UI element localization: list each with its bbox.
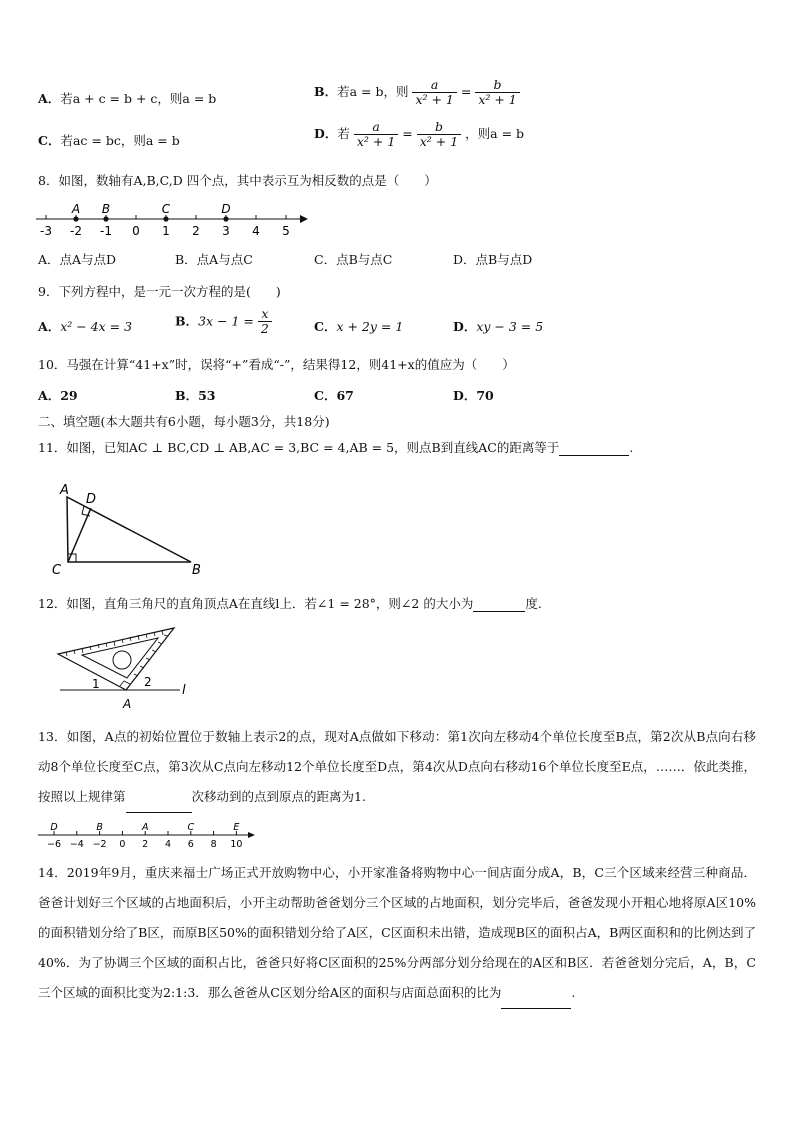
axis-tick-label: -2 <box>70 224 82 238</box>
axis-tick-label: 2 <box>142 839 149 850</box>
q7-option-d-equals: = <box>402 126 413 141</box>
q9-option-c <box>314 317 403 335</box>
q10-option-a: A．29 <box>38 388 78 403</box>
q7-option-d-post: ，则a = b <box>465 126 525 141</box>
set-square-outer <box>58 628 174 690</box>
q12-angle-2-label: 2 <box>144 675 152 689</box>
q7-option-a-label: A． <box>38 91 61 106</box>
axis-tick-label: 1 <box>162 224 170 238</box>
q13-number-line <box>36 818 260 854</box>
q9-option-a-text: x² − 4x = 3 <box>60 319 133 334</box>
axis-tick-label: 10 <box>230 839 243 850</box>
q11-label-d: D <box>86 492 97 507</box>
q7-option-b-label: B． <box>314 84 338 99</box>
q7-option-d-fraction-2 <box>417 120 461 149</box>
q11-label-a: A <box>60 483 69 498</box>
axis-tick-label: 4 <box>252 224 260 238</box>
q8-option-a: A．点A与点D <box>38 252 117 267</box>
q8-option-c: C．点B与点C <box>314 252 393 267</box>
fraction-denominator: x² + 1 <box>415 92 454 107</box>
q8-number-line <box>32 200 312 240</box>
q12-stem-end: 度. <box>525 596 542 611</box>
q8-stem: 8．如图，数轴有A,B,C,D 四个点，其中表示互为相反数的点是（ ） <box>38 173 437 188</box>
q9-option-d-label: D． <box>453 319 477 334</box>
q9-option-a <box>38 317 132 335</box>
point-a-label: A <box>71 202 81 216</box>
fraction-numerator: b <box>417 120 461 135</box>
q7-option-d-label: D． <box>314 126 338 141</box>
fraction-denominator: x² + 1 <box>356 134 396 149</box>
fraction-numerator: b <box>475 78 519 93</box>
q7-option-c-text: 若ac = bc，则a = b <box>60 133 180 148</box>
axis-tick-label: 8 <box>210 839 217 850</box>
q12-label-l: l <box>182 683 186 698</box>
q11-label-c: C <box>52 563 62 578</box>
q8-option-b: B．点A与点C <box>175 252 253 267</box>
q11-label-b: B <box>192 563 201 578</box>
q9-option-b-label: B． <box>175 313 199 329</box>
fraction-numerator: a <box>354 120 398 135</box>
fraction-numerator: a <box>412 78 456 93</box>
answer-blank[interactable] <box>559 440 629 456</box>
q7-option-b-pre: 若a = b，则 <box>337 84 409 99</box>
q13-text-end: 次移动到的点到原点的距离为1. <box>191 789 366 804</box>
point-a-label: A <box>141 822 149 833</box>
q7-option-d <box>314 120 524 149</box>
q9-stem: 9．下列方程中，是一元一次方程的是( ) <box>38 284 281 299</box>
axis-tick-label: −2 <box>92 839 107 850</box>
q8-option-d: D．点B与点D <box>453 252 533 267</box>
q10-option-c: C．67 <box>314 388 354 403</box>
q11-triangle-figure <box>46 478 216 580</box>
q10-stem: 10．马强在计算“41+x”时，误将“+”看成“-”，结果得12，则41+x的值应为（ ） <box>38 357 515 372</box>
q9-option-c-label: C． <box>314 319 337 334</box>
point-c-marker <box>163 216 168 221</box>
axis-tick-label: −6 <box>46 839 62 850</box>
q10-option-b: B．53 <box>175 388 216 403</box>
axis-tick-label: 6 <box>187 839 194 850</box>
q7-option-c-label: C． <box>38 133 61 148</box>
q7-option-a <box>38 89 216 107</box>
axis-tick-label: -3 <box>40 224 52 238</box>
fraction-denominator: 2 <box>260 321 269 336</box>
axis-tick-label: 3 <box>222 224 230 238</box>
q9-option-c-text: x + 2y = 1 <box>336 319 404 334</box>
q9-option-b <box>175 307 272 336</box>
point-e-label: E <box>233 822 240 833</box>
q7-option-b-equals: = <box>460 84 472 99</box>
axis-arrow-icon <box>248 832 255 838</box>
q7-option-d-fraction-1 <box>354 120 398 149</box>
q11-stem-end: . <box>629 440 634 455</box>
section-heading: 二、填空题(本大题共有6小题，每小题3分，共18分) <box>38 414 330 429</box>
q9-option-d <box>453 317 543 335</box>
q14-text <box>38 858 756 1009</box>
axis-tick-label: 5 <box>282 224 290 238</box>
q10-option-d: D．70 <box>453 388 494 403</box>
q12-stem-text: 12．如图，直角三角尺的直角顶点A在直线l上．若∠1 = 28°，则∠2 的大小为 <box>38 596 474 611</box>
q7-option-c <box>38 131 180 149</box>
point-b-marker <box>103 216 108 221</box>
answer-blank[interactable] <box>501 978 571 1009</box>
q7-option-b <box>314 78 520 107</box>
axis-tick-label: -1 <box>100 224 112 238</box>
point-d-label: D <box>221 202 231 216</box>
fraction-denominator: x² + 1 <box>478 92 517 107</box>
point-c-label: C <box>161 202 171 216</box>
q11-stem <box>38 438 633 456</box>
q9-option-a-label: A． <box>38 319 61 334</box>
q7-option-a-text: 若a + c = b + c，则a = b <box>60 91 217 106</box>
q7-option-b-fraction-2 <box>475 78 519 107</box>
q12-angle-1-label: 1 <box>92 677 100 691</box>
right-angle-a-icon <box>120 681 130 686</box>
axis-tick-label: 0 <box>132 224 140 238</box>
fraction-numerator: x <box>258 307 272 322</box>
q7-option-d-pre: 若 <box>337 126 350 141</box>
q7-option-b-fraction-1 <box>412 78 456 107</box>
q13-text <box>38 722 756 813</box>
q9-option-d-text: xy − 3 = 5 <box>476 319 544 334</box>
q13-text-body: 13．如图，A点的初始位置位于数轴上表示2的点，现对A点做如下移动：第1次向左移动4个单位长度至B点，第2次从B点向右移动8个单位长度至C点，第3次从C点向左移动12个单位长度至D点，第4次从D点向右移动16个单位长度至E点，……．依此类推，按照以上规律第 <box>38 729 756 804</box>
answer-blank[interactable] <box>473 596 525 612</box>
point-c-label: C <box>187 822 195 833</box>
axis-tick-label: 4 <box>164 839 172 850</box>
axis-arrow-icon <box>300 215 308 223</box>
axis-tick-label: −4 <box>69 839 84 850</box>
q12-label-a: A <box>123 697 132 711</box>
fraction-denominator: x² + 1 <box>419 134 459 149</box>
point-d-marker <box>223 216 228 221</box>
q12-set-square-figure <box>56 622 216 714</box>
point-d-label: D <box>50 822 58 833</box>
q11-stem-text: 11．如图，已知AC ⊥ BC,CD ⊥ AB,AC = 3,BC = 4,AB = 5，则点B到直线AC的距离等于 <box>38 440 560 455</box>
point-a-marker <box>73 216 78 221</box>
point-b-label: B <box>101 202 111 216</box>
q14-text-end: . <box>571 985 576 1000</box>
q14-text-body: 14．2019年9月，重庆来福士广场正式开放购物中心，小开家准备将购物中心一间店面分成A，B，C三个区域来经营三种商品．爸爸计划好三个区域的占地面积后，小开主动帮助爸爸划分三个区域的占地面积，划分完毕后，爸爸发现小开粗心地将原A区10%的面积错划分给了B区，而原B区50%的面积错划分给了A区，C区面积未出错，造成现B区的面积占A，B两区面积和的比例达到了40%．为了协调三个区域的面积占比，爸爸只好将C区面积的25%分两部分划分给现在的A区和B区．若爸爸划分完后，A，B，C三个区域的面积比变为2:1:3．那么爸爸从C区划分给A区的面积与店面总面积的比为 <box>38 865 756 1000</box>
point-b-label: B <box>96 822 103 833</box>
q9-option-b-fraction <box>258 307 272 336</box>
answer-blank[interactable] <box>126 782 192 813</box>
q12-stem <box>38 594 542 612</box>
set-square-hole <box>113 651 131 669</box>
q9-option-b-text: 3x − 1 = <box>198 313 254 329</box>
axis-tick-label: 0 <box>119 839 126 850</box>
axis-tick-label: 2 <box>192 224 200 238</box>
